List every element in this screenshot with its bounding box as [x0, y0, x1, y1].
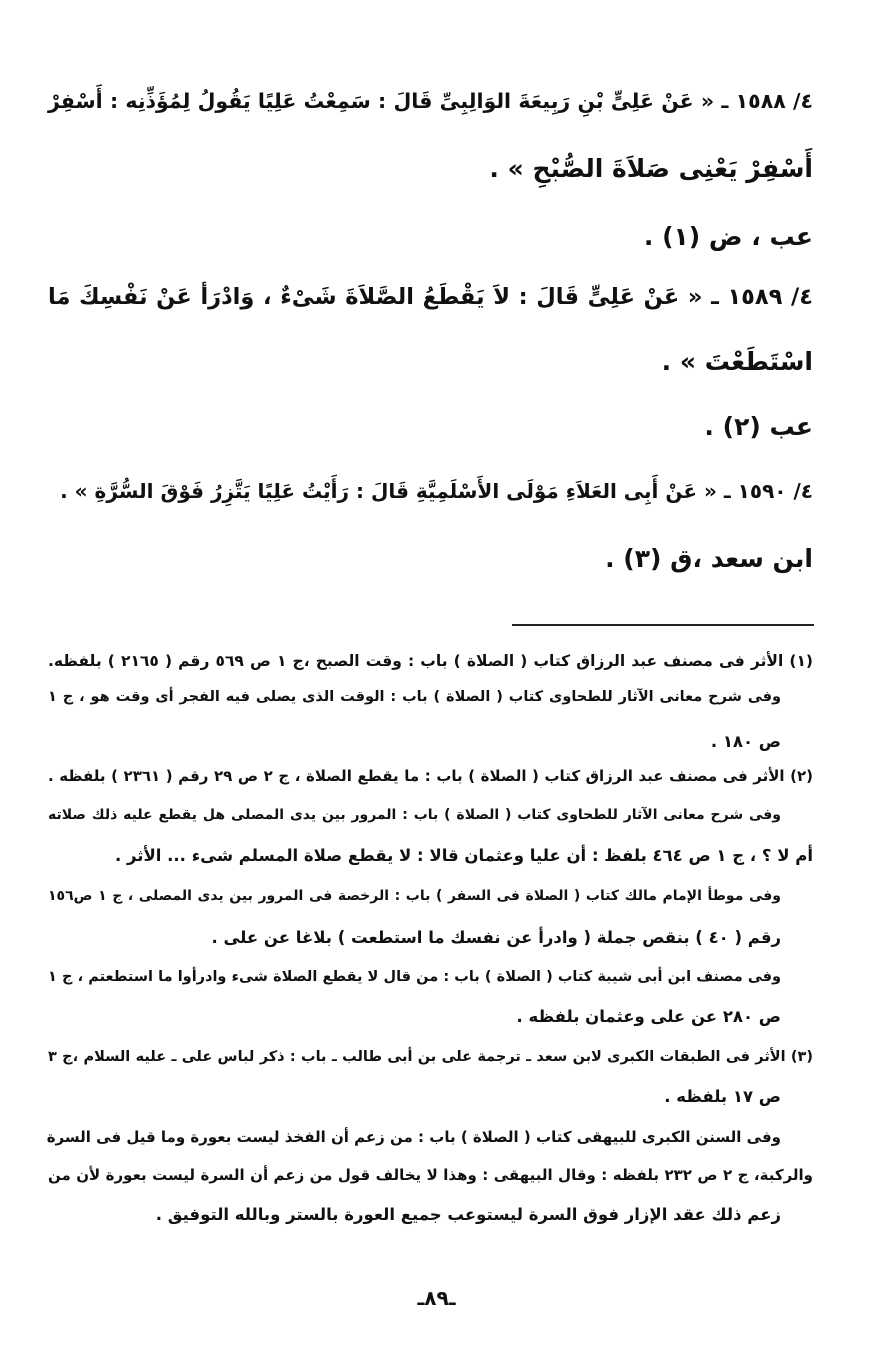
hadith-1590-line-1: ٤/ ١٥٩٠ ـ « عَنْ أَبِى العَلاَءِ مَوْلَى الأَسْلَمِيَّةِ قَالَ : رَأَيْتُ عَلِيًا يَتَّزِرُ فَوْقَ السُّرَّةِ » .: [60, 479, 813, 503]
footnote-1-line-1: (١) الأثر فى مصنف عبد الرزاق كتاب ( الصلاة ) باب : وقت الصبح ،ج ١ ص ٥٦٩ رقم ( ٢١٦٥ ) بلفظه.: [48, 652, 814, 670]
footnote-3-line-3: وفى السنن الكبرى للبيهقى كتاب ( الصلاة ) باب : من زعم أن الفخذ ليست بعورة وما قيل فى السرة: [46, 1128, 781, 1146]
footnote-divider: [512, 624, 814, 626]
hadith-1590-source: ابن سعد ،ق (٣) .: [605, 544, 813, 573]
hadith-1588-line-1: ٤/ ١٥٨٨ ـ « عَنْ عَلِىٍّ بْنِ رَبِيعَةَ الوَالِبِىِّ قَالَ : سَمِعْتُ عَلِيًا يَقُولُ لِمُؤَذِّنِه : أَسْفِرْ: [48, 89, 813, 113]
footnote-2-line-2: وفى شرح معانى الآثار للطحاوى كتاب ( الصلاة ) باب : المرور بين يدى المصلى هل يقطع عليه ذلك صلاته: [48, 807, 781, 823]
hadith-1589-line-1: ٤/ ١٥٨٩ ـ « عَنْ عَلِىٍّ قَالَ : لاَ يَقْطَعُ الصَّلاَةَ شَىْءٌ ، وَادْرَأ عَنْ نَفْسِكَ مَا: [48, 284, 813, 310]
footnote-3-line-2: ص ١٧ بلفظه .: [664, 1087, 781, 1106]
footnote-2-line-5: رقم ( ٤٠ ) بنقص جملة ( وادرأ عن نفسك ما استطعت ) بلاغا عن على .: [211, 928, 781, 947]
footnote-3-line-5: زعم ذلك عقد الإزار فوق السرة ليستوعب جميع العورة بالستر وبالله التوفيق .: [155, 1205, 781, 1224]
footnote-1-line-3: ص ١٨٠ .: [710, 732, 781, 751]
footnote-2-line-1: (٢) الأثر فى مصنف عبد الرزاق كتاب ( الصلاة ) باب : ما يقطع الصلاة ، ج ٢ ص ٢٩ رقم ( ٢٣٦١ ) بلفظه .: [48, 767, 814, 785]
footnote-3-line-1: (٣) الأثر فى الطبقات الكبرى لابن سعد ـ ترجمة على بن أبى طالب ـ باب : ذكر لباس على ـ عليه السلام ،ج ٣: [48, 1049, 813, 1065]
hadith-1588-source: عب ، ض (١) .: [643, 222, 813, 251]
footnote-2-line-6: وفى مصنف ابن أبى شيبة كتاب ( الصلاة ) باب : من قال لا يقطع الصلاة شىء وادرأوا ما استطعتم ، ج ١: [48, 969, 781, 985]
footnote-1-line-2: وفى شرح معانى الآثار للطحاوى كتاب ( الصلاة ) باب : الوقت الذى يصلى فيه الفجر أى وقت هو ، ج ١: [48, 689, 781, 705]
footnote-3-line-4: والركبة، ج ٢ ص ٢٣٢ بلفظه : وقال البيهقى : وهذا لا يخالف قول من زعم أن السرة ليست بعورة لأن من: [48, 1166, 813, 1184]
hadith-1589-line-2: اسْتَطَعْتَ » .: [661, 347, 813, 376]
footnote-2-line-4: وفى موطأ الإمام مالك كتاب ( الصلاة فى السفر ) باب : الرخصة فى المرور بين يدى المصلى ، ج ١ ص١٥٦: [48, 888, 781, 904]
footnote-2-line-3: أم لا ؟ ، ج ١ ص ٤٦٤ بلفظ : أن عليا وعثمان قالا : لا يقطع صلاة المسلم شىء ... الأثر .: [114, 846, 813, 865]
hadith-1588-line-2: أَسْفِرْ يَعْنِى صَلاَةَ الصُّبْحِ » .: [489, 154, 813, 183]
hadith-1589-source: عب (٢) .: [704, 412, 813, 441]
footnote-2-line-7: ص ٢٨٠ عن على وعثمان بلفظه .: [516, 1007, 781, 1026]
page-number: ـ٨٩ـ: [417, 1286, 456, 1310]
